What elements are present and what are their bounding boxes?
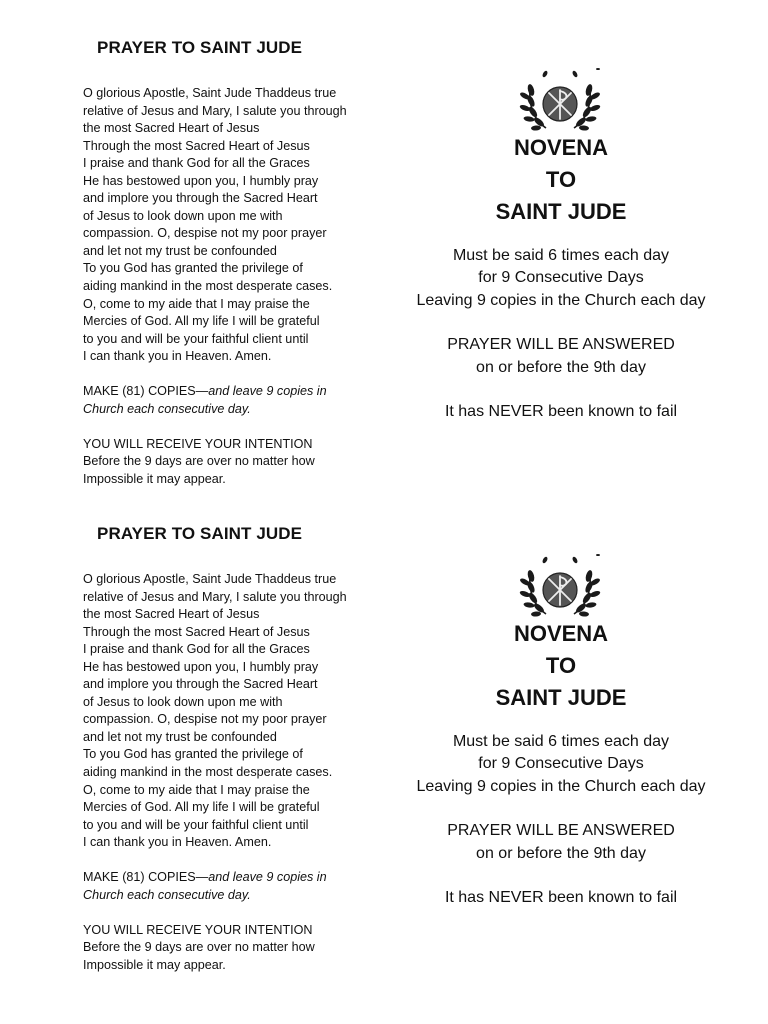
said-line-1: Must be said 6 times each day [452,733,670,750]
prayer-body [83,571,383,974]
prayer-title: PRAYER TO SAINT JUDE [97,38,303,57]
prayer-line-4: Through the most Sacred Heart of Jesus [83,138,310,153]
prayer-line-12: aiding mankind in the most desperate cases. [83,765,333,780]
prayer-line-15: to you and will be your faithful client until [83,331,309,346]
answered-lines [401,820,721,865]
prayer-card [0,0,768,490]
prayer-line-10: and let not my trust be confounded [83,243,277,258]
intention-line-1: YOU WILL RECEIVE YOUR INTENTION [83,436,313,451]
prayer-line-14: Mercies of God. All my life I will be grateful [83,314,320,329]
spacer [83,852,383,870]
prayer-line-11: To you God has granted the privilege of [83,747,303,762]
prayer-card [0,486,768,976]
novena-title-line-2: TO [545,167,577,192]
novena-instructions [401,245,721,423]
spacer [401,379,721,401]
novena-title-line-2: TO [545,653,577,678]
prayer-line-14: Mercies of God. All my life I will be grateful [83,800,320,815]
prayer-line-10: and let not my trust be confounded [83,729,277,744]
copies-italic-text: Church each consecutive day. [83,401,251,416]
intention-line-3: Impossible it may appear. [83,471,226,486]
said-line-3: Leaving 9 copies in the Church each day [416,777,706,795]
prayer-line-1: O glorious Apostle, Saint Jude Thaddeus true [83,572,337,586]
intention-line-2: Before the 9 days are over no matter how [83,454,315,469]
prayer-line-13: O, come to my aide that I may praise the [83,296,310,311]
answered-line-2: on or before the 9th day [476,358,646,376]
prayer-body [83,85,383,488]
prayer-title: PRAYER TO SAINT JUDE [97,524,303,543]
said-line-3: Leaving 9 copies in the Church each day [416,291,706,309]
copies-italic-text: Church each consecutive day. [83,887,251,902]
never-fail-line: It has NEVER been known to fail [444,889,678,907]
prayer-line-4: Through the most Sacred Heart of Jesus [83,624,310,639]
prayer-line-6: He has bestowed upon you, I humbly pray [83,659,319,674]
answered-line-1: PRAYER WILL BE ANSWERED [447,822,675,840]
novena-instructions [401,731,721,909]
prayer-lines [83,85,383,366]
said-lines [401,731,721,798]
intention-line-2: Before the 9 days are over no matter how [83,940,315,955]
prayer-line-12: aiding mankind in the most desperate cases. [83,279,333,294]
copies-instruction-line-1 [83,869,383,887]
spacer [83,418,383,436]
spacer [83,904,383,922]
prayer-line-16: I can thank you in Heaven. Amen. [83,349,272,364]
prayer-line-2: relative of Jesus and Mary, I salute you through [83,103,347,118]
spacer [83,366,383,384]
intention-lines [83,922,383,975]
novena-title [461,132,661,228]
prayer-line-5: I praise and thank God for all the Graces [83,156,310,171]
intention-line-3: Impossible it may appear. [83,957,226,972]
said-line-2: for 9 Consecutive Days [478,269,644,287]
copies-prefix: MAKE (81) COPIES— [83,870,209,885]
novena-title-line-1: NOVENA [513,621,609,646]
said-line-1: Must be said 6 times each day [452,247,670,264]
copies-instruction-line-2 [83,401,383,419]
prayer-line-15: to you and will be your faithful client until [83,817,309,832]
novena-title [461,618,661,714]
novena-title-line-3: SAINT JUDE [495,199,627,224]
laurel-wreath-chi-rho-icon [518,552,602,620]
answered-line-2: on or before the 9th day [476,844,646,862]
prayer-line-16: I can thank you in Heaven. Amen. [83,835,272,850]
spacer [401,865,721,887]
copies-instruction-line-2 [83,887,383,905]
copies-italic-text: and leave 9 copies in [208,384,327,399]
prayer-line-13: O, come to my aide that I may praise the [83,782,310,797]
spacer [401,798,721,820]
intention-lines [83,436,383,489]
prayer-line-9: compassion. O, despise not my poor prayer [83,712,327,727]
said-line-2: for 9 Consecutive Days [478,755,644,773]
prayer-line-8: of Jesus to look down upon me with [83,694,283,709]
copies-italic-text: and leave 9 copies in [208,870,327,885]
prayer-line-11: To you God has granted the privilege of [83,261,303,276]
never-fail-line: It has NEVER been known to fail [444,403,678,421]
novena-title-line-3: SAINT JUDE [495,685,627,710]
laurel-wreath-chi-rho-icon [518,66,602,134]
prayer-line-3: the most Sacred Heart of Jesus [83,607,260,622]
copies-instruction-line-1 [83,383,383,401]
spacer [401,312,721,334]
prayer-line-6: He has bestowed upon you, I humbly pray [83,173,319,188]
prayer-line-9: compassion. O, despise not my poor prayer [83,226,327,241]
said-lines [401,245,721,312]
prayer-line-5: I praise and thank God for all the Graces [83,642,310,657]
prayer-lines [83,571,383,852]
intention-line-1: YOU WILL RECEIVE YOUR INTENTION [83,922,313,937]
prayer-line-2: relative of Jesus and Mary, I salute you through [83,589,347,604]
prayer-line-1: O glorious Apostle, Saint Jude Thaddeus true [83,86,337,100]
prayer-line-3: the most Sacred Heart of Jesus [83,121,260,136]
prayer-line-7: and implore you through the Sacred Heart [83,191,318,206]
answered-lines [401,334,721,379]
novena-title-line-1: NOVENA [513,135,609,160]
copies-prefix: MAKE (81) COPIES— [83,384,209,399]
prayer-line-7: and implore you through the Sacred Heart [83,677,318,692]
answered-line-1: PRAYER WILL BE ANSWERED [447,336,675,354]
prayer-line-8: of Jesus to look down upon me with [83,208,283,223]
